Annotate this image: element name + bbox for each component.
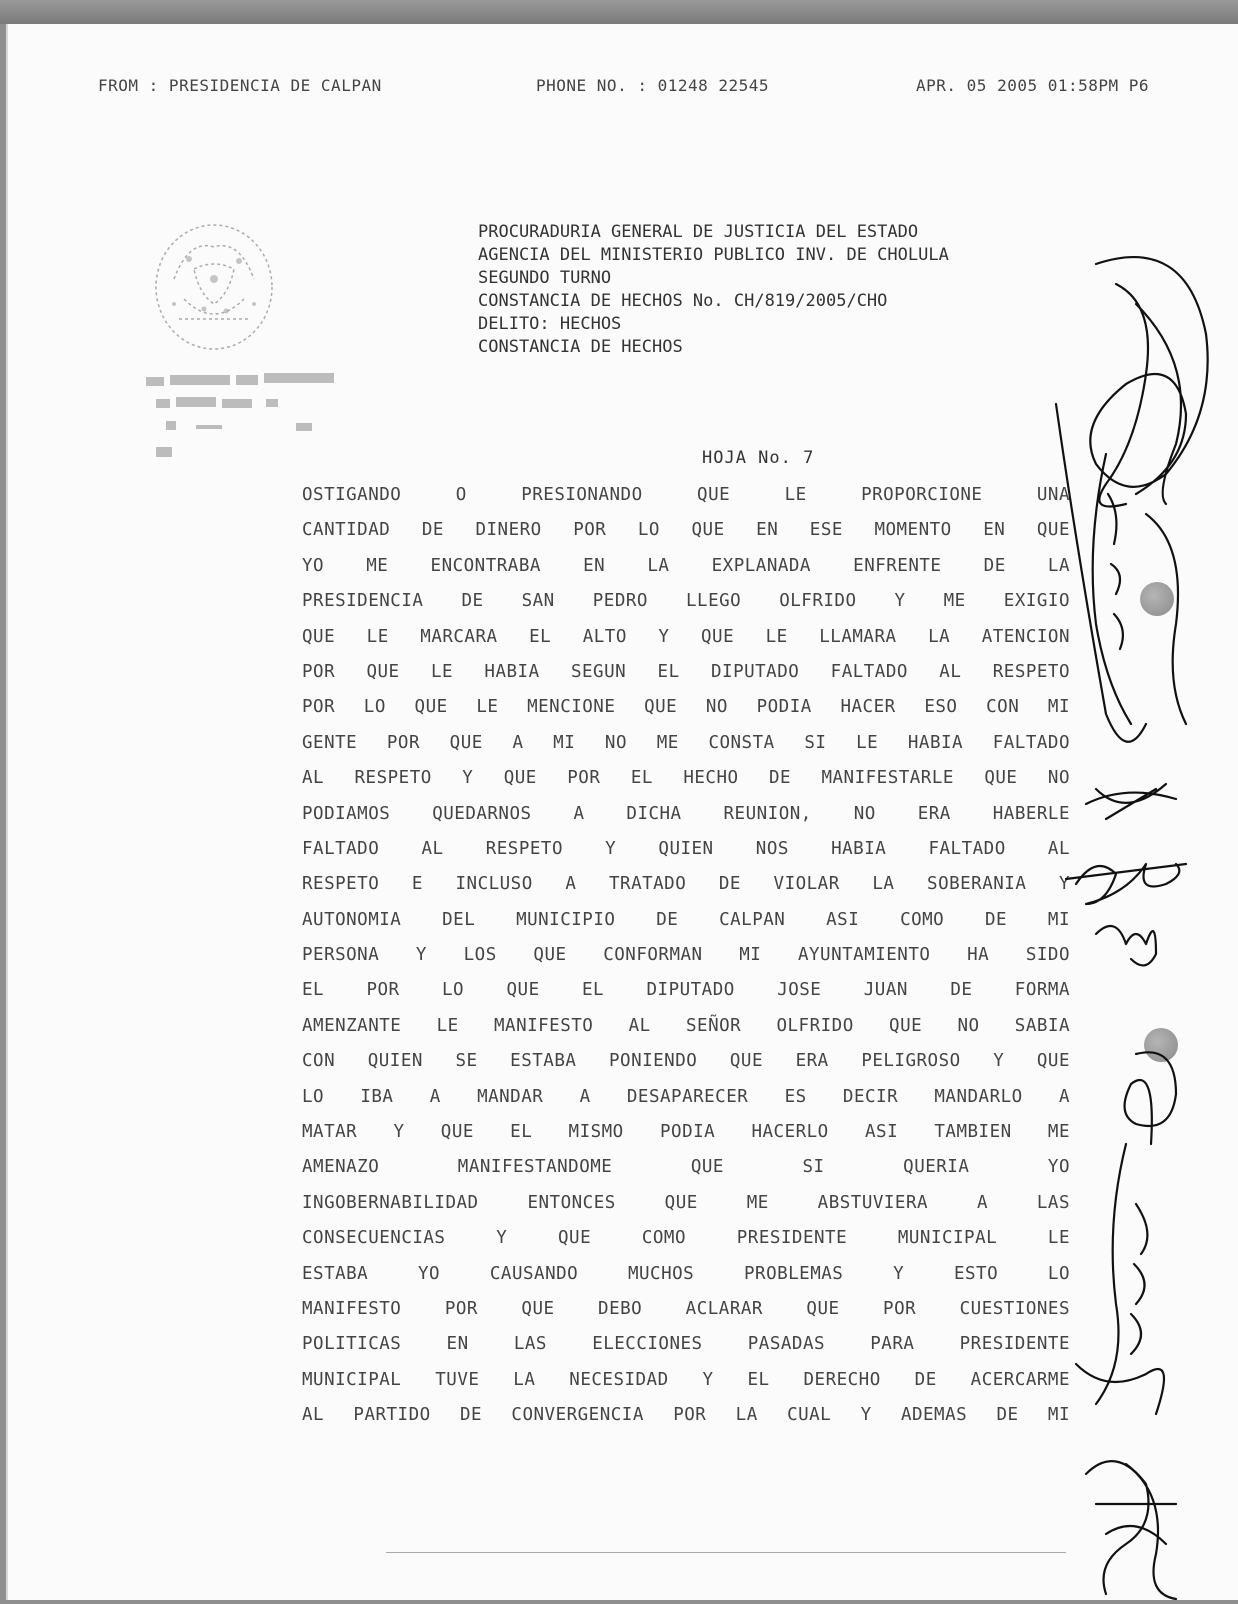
body-line: EL POR LO QUE EL DIPUTADO JOSE JUAN DE FORMA [302,980,1070,1001]
header-line: AGENCIA DEL MINISTERIO PUBLICO INV. DE CHOLULA [478,245,949,265]
official-seal-icon [144,209,284,359]
body-text [302,478,1070,1434]
body-line: ESTABA YO CAUSANDO MUCHOS PROBLEMAS Y ESTO LO [302,1263,1070,1284]
body-line: LO IBA A MANDAR A DESAPARECER ES DECIR MANDARLO A [302,1086,1070,1107]
fax-phone: PHONE NO. : 01248 22545 [536,76,770,95]
bottom-rule [386,1552,1066,1553]
body-line: INGOBERNABILIDAD ENTONCES QUE ME ABSTUVIERA A LAS [302,1192,1070,1213]
header-line: DELITO: HECHOS [478,314,622,334]
header-block [478,221,949,359]
header-line: CONSTANCIA DE HECHOS [478,337,683,357]
body-line: POR QUE LE HABIA SEGUN EL DIPUTADO FALTADO AL RESPETO [302,661,1070,682]
body-line: CON QUIEN SE ESTABA PONIENDO QUE ERA PELIGROSO Y QUE [302,1051,1070,1072]
header-line: SEGUNDO TURNO [478,268,612,288]
body-line: MATAR Y QUE EL MISMO PODIA HACERLO ASI TAMBIEN ME [302,1122,1070,1143]
body-line: CONSECUENCIAS Y QUE COMO PRESIDENTE MUNICIPAL LE [302,1228,1070,1249]
body-line: OSTIGANDO O PRESIONANDO QUE LE PROPORCIONE UNA [302,485,1070,505]
fax-date: APR. 05 2005 01:58PM P6 [916,76,1150,95]
body-line: YO ME ENCONTRABA EN LA EXPLANADA ENFRENTE DE LA [302,555,1070,576]
body-line: AL PARTIDO DE CONVERGENCIA POR LA CUAL Y ADEMAS DE MI [302,1405,1070,1426]
body-line: AMENAZO MANIFESTANDOME QUE SI QUERIA YO [302,1157,1070,1178]
body-line: PODIAMOS QUEDARNOS A DICHA REUNION, NO ERA HABERLE [302,803,1070,824]
body-line: AUTONOMIA DEL MUNICIPIO DE CALPAN ASI COMO DE MI [302,909,1070,930]
body-line: RESPETO E INCLUSO A TRATADO DE VIOLAR LA SOBERANIA Y [302,874,1070,895]
header-line: CONSTANCIA DE HECHOS No. CH/819/2005/CHO [478,291,888,311]
body-line: MUNICIPAL TUVE LA NECESIDAD Y EL DERECHO DE ACERCARME [302,1369,1070,1390]
body-line: QUE LE MARCARA EL ALTO Y QUE LE LLAMARA LA ATENCION [302,626,1070,647]
scanner-edge [0,0,1238,24]
body-line: AL RESPETO Y QUE POR EL HECHO DE MANIFESTARLE QUE NO [302,768,1070,789]
body-line: PRESIDENCIA DE SAN PEDRO LLEGO OLFRIDO Y ME EXIGIO [302,591,1070,612]
body-line: GENTE POR QUE A MI NO ME CONSTA SI LE HABIA FALTADO [302,732,1070,753]
fax-from: FROM : PRESIDENCIA DE CALPAN [98,76,382,95]
header-line: PROCURADURIA GENERAL DE JUSTICIA DEL ESTADO [478,222,919,242]
handwritten-signature-icon [1036,244,1216,1604]
body-line: POR LO QUE LE MENCIONE QUE NO PODIA HACER ESO CON MI [302,697,1070,718]
body-line: FALTADO AL RESPETO Y QUIEN NOS HABIA FALTADO AL [302,838,1070,859]
body-line: PERSONA Y LOS QUE CONFORMAN MI AYUNTAMIENTO HA SIDO [302,945,1070,966]
body-line: POLITICAS EN LAS ELECCIONES PASADAS PARA PRESIDENTE [302,1334,1070,1355]
seal-stamp-text [126,369,356,469]
body-line: AMENZANTE LE MANIFESTO AL SEÑOR OLFRIDO QUE NO SABIA [302,1015,1070,1036]
page-number: HOJA No. 7 [702,448,815,468]
document-page [6,24,1238,1600]
body-line: CANTIDAD DE DINERO POR LO QUE EN ESE MOMENTO EN QUE [302,520,1070,541]
body-line: MANIFESTO POR QUE DEBO ACLARAR QUE POR CUESTIONES [302,1298,1070,1319]
